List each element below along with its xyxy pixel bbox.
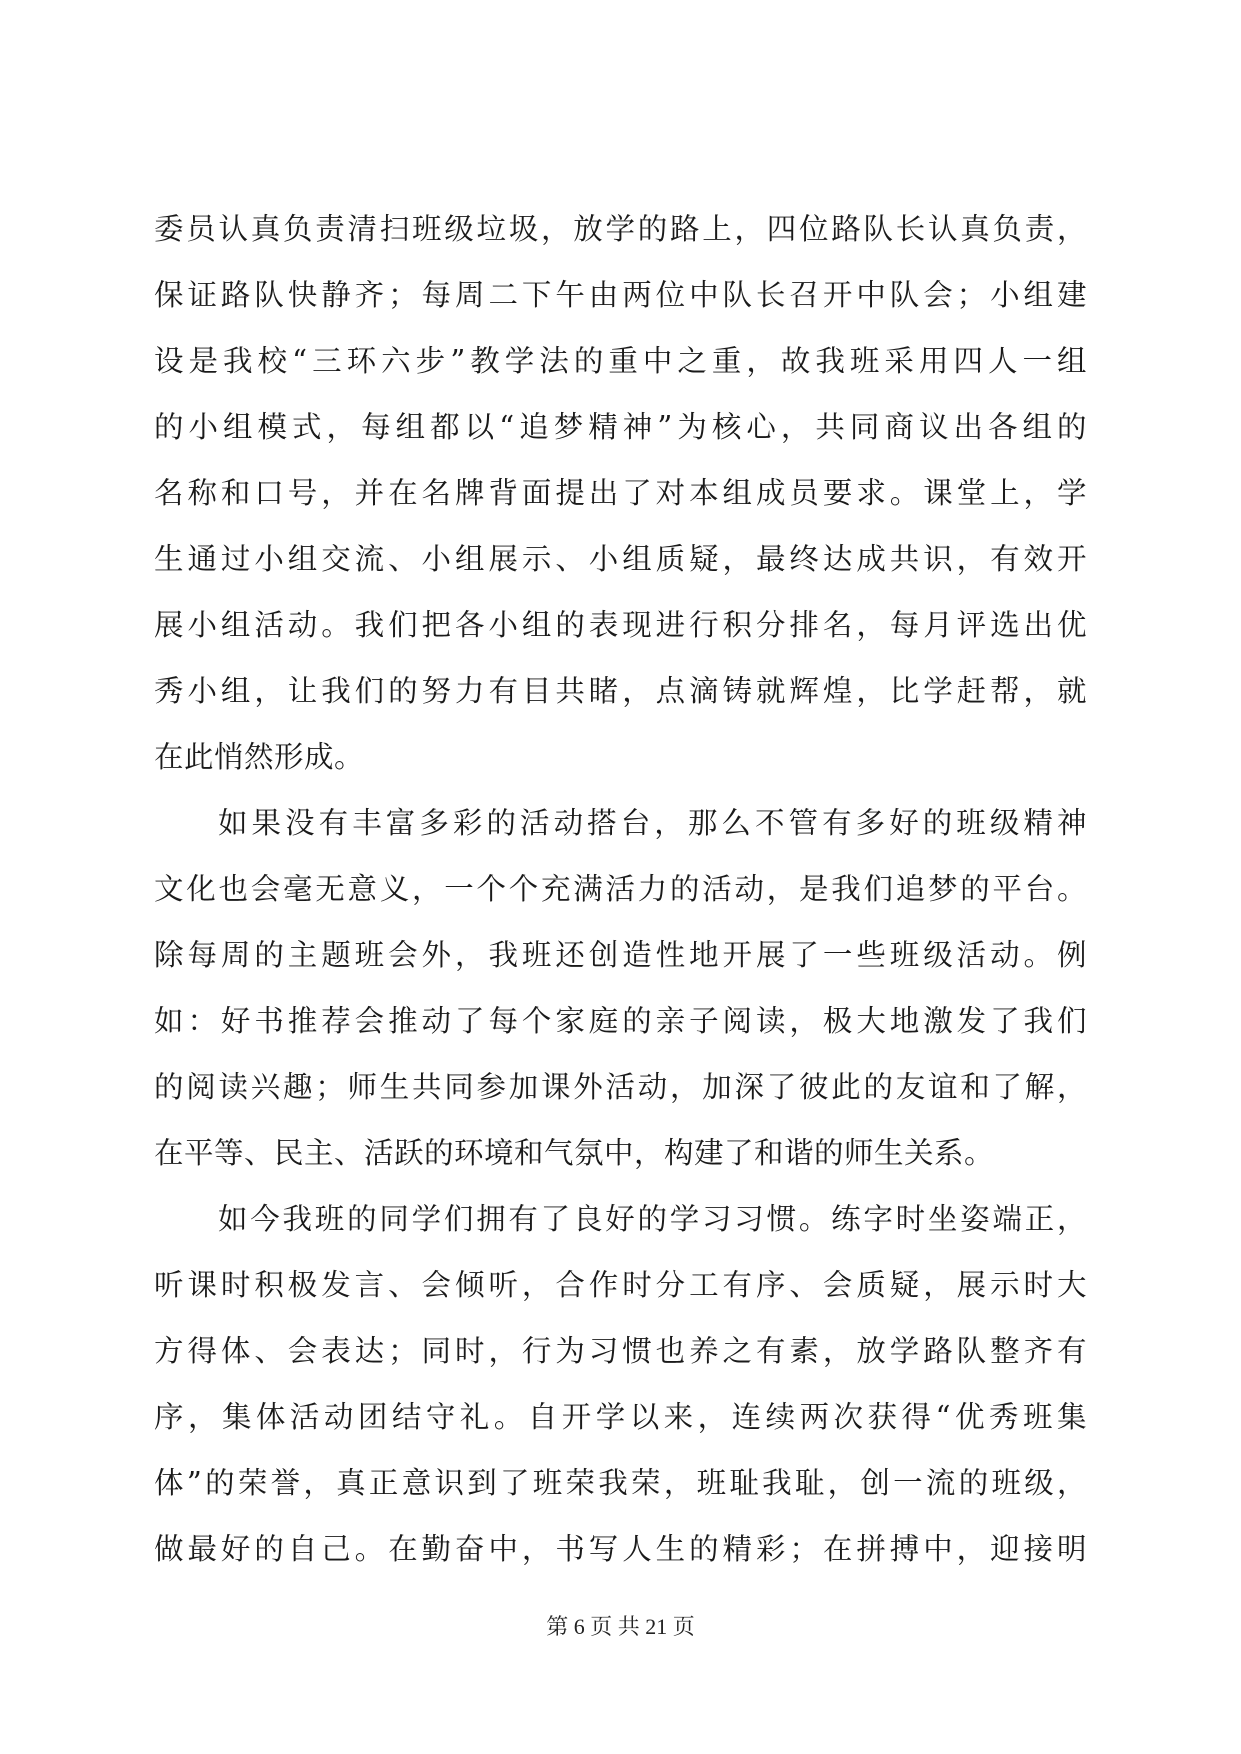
text-line: 体”的荣誉，真正意识到了班荣我荣，班耻我耻，创一流的班级， [154,1466,1087,1500]
text-line: 的阅读兴趣；师生共同参加课外活动，加深了彼此的友谊和了解， [154,1070,1087,1104]
text-line: 文化也会毫无意义，一个个充满活力的活动，是我们追梦的平台。 [154,872,1087,906]
text-line: 序，集体活动团结守礼。自开学以来，连续两次获得“优秀班集 [154,1400,1087,1434]
text-line: 做最好的自己。在勤奋中，书写人生的精彩；在拼搏中，迎接明 [154,1532,1087,1566]
text-line: 除每周的主题班会外，我班还创造性地开展了一些班级活动。例 [154,938,1087,972]
text-line: 在平等、民主、活跃的环境和气氛中，构建了和谐的师生关系。 [154,1136,995,1170]
text-line: 听课时积极发言、会倾听，合作时分工有序、会质疑，展示时大 [154,1268,1087,1302]
text-line: 生通过小组交流、小组展示、小组质疑，最终达成共识，有效开 [154,542,1087,576]
text-line: 的小组模式，每组都以“追梦精神”为核心，共同商议出各组的 [154,410,1087,444]
text-line: 保证路队快静齐；每周二下午由两位中队长召开中队会；小组建 [154,278,1087,312]
text-line: 如：好书推荐会推动了每个家庭的亲子阅读，极大地激发了我们 [154,1004,1087,1038]
text-line: 委员认真负责清扫班级垃圾，放学的路上，四位路队长认真负责， [154,212,1087,246]
text-line: 方得体、会表达；同时，行为习惯也养之有素，放学路队整齐有 [154,1334,1087,1368]
paragraph-start-line: 如今我班的同学们拥有了良好的学习习惯。练字时坐姿端正， [218,1202,1087,1236]
text-line: 秀小组，让我们的努力有目共睹，点滴铸就辉煌，比学赶帮，就 [154,674,1087,708]
body-text [154,196,1087,1582]
text-line: 名称和口号，并在名牌背面提出了对本组成员要求。课堂上，学 [154,476,1087,510]
page-number-footer: 第 6 页 共 21 页 [546,1614,695,1639]
text-line: 设是我校“三环六步”教学法的重中之重，故我班采用四人一组 [154,344,1087,378]
paragraph-start-line: 如果没有丰富多彩的活动搭台，那么不管有多好的班级精神 [218,806,1087,840]
text-line: 展小组活动。我们把各小组的表现进行积分排名，每月评选出优 [154,608,1087,642]
text-line: 在此悄然形成。 [154,740,365,774]
